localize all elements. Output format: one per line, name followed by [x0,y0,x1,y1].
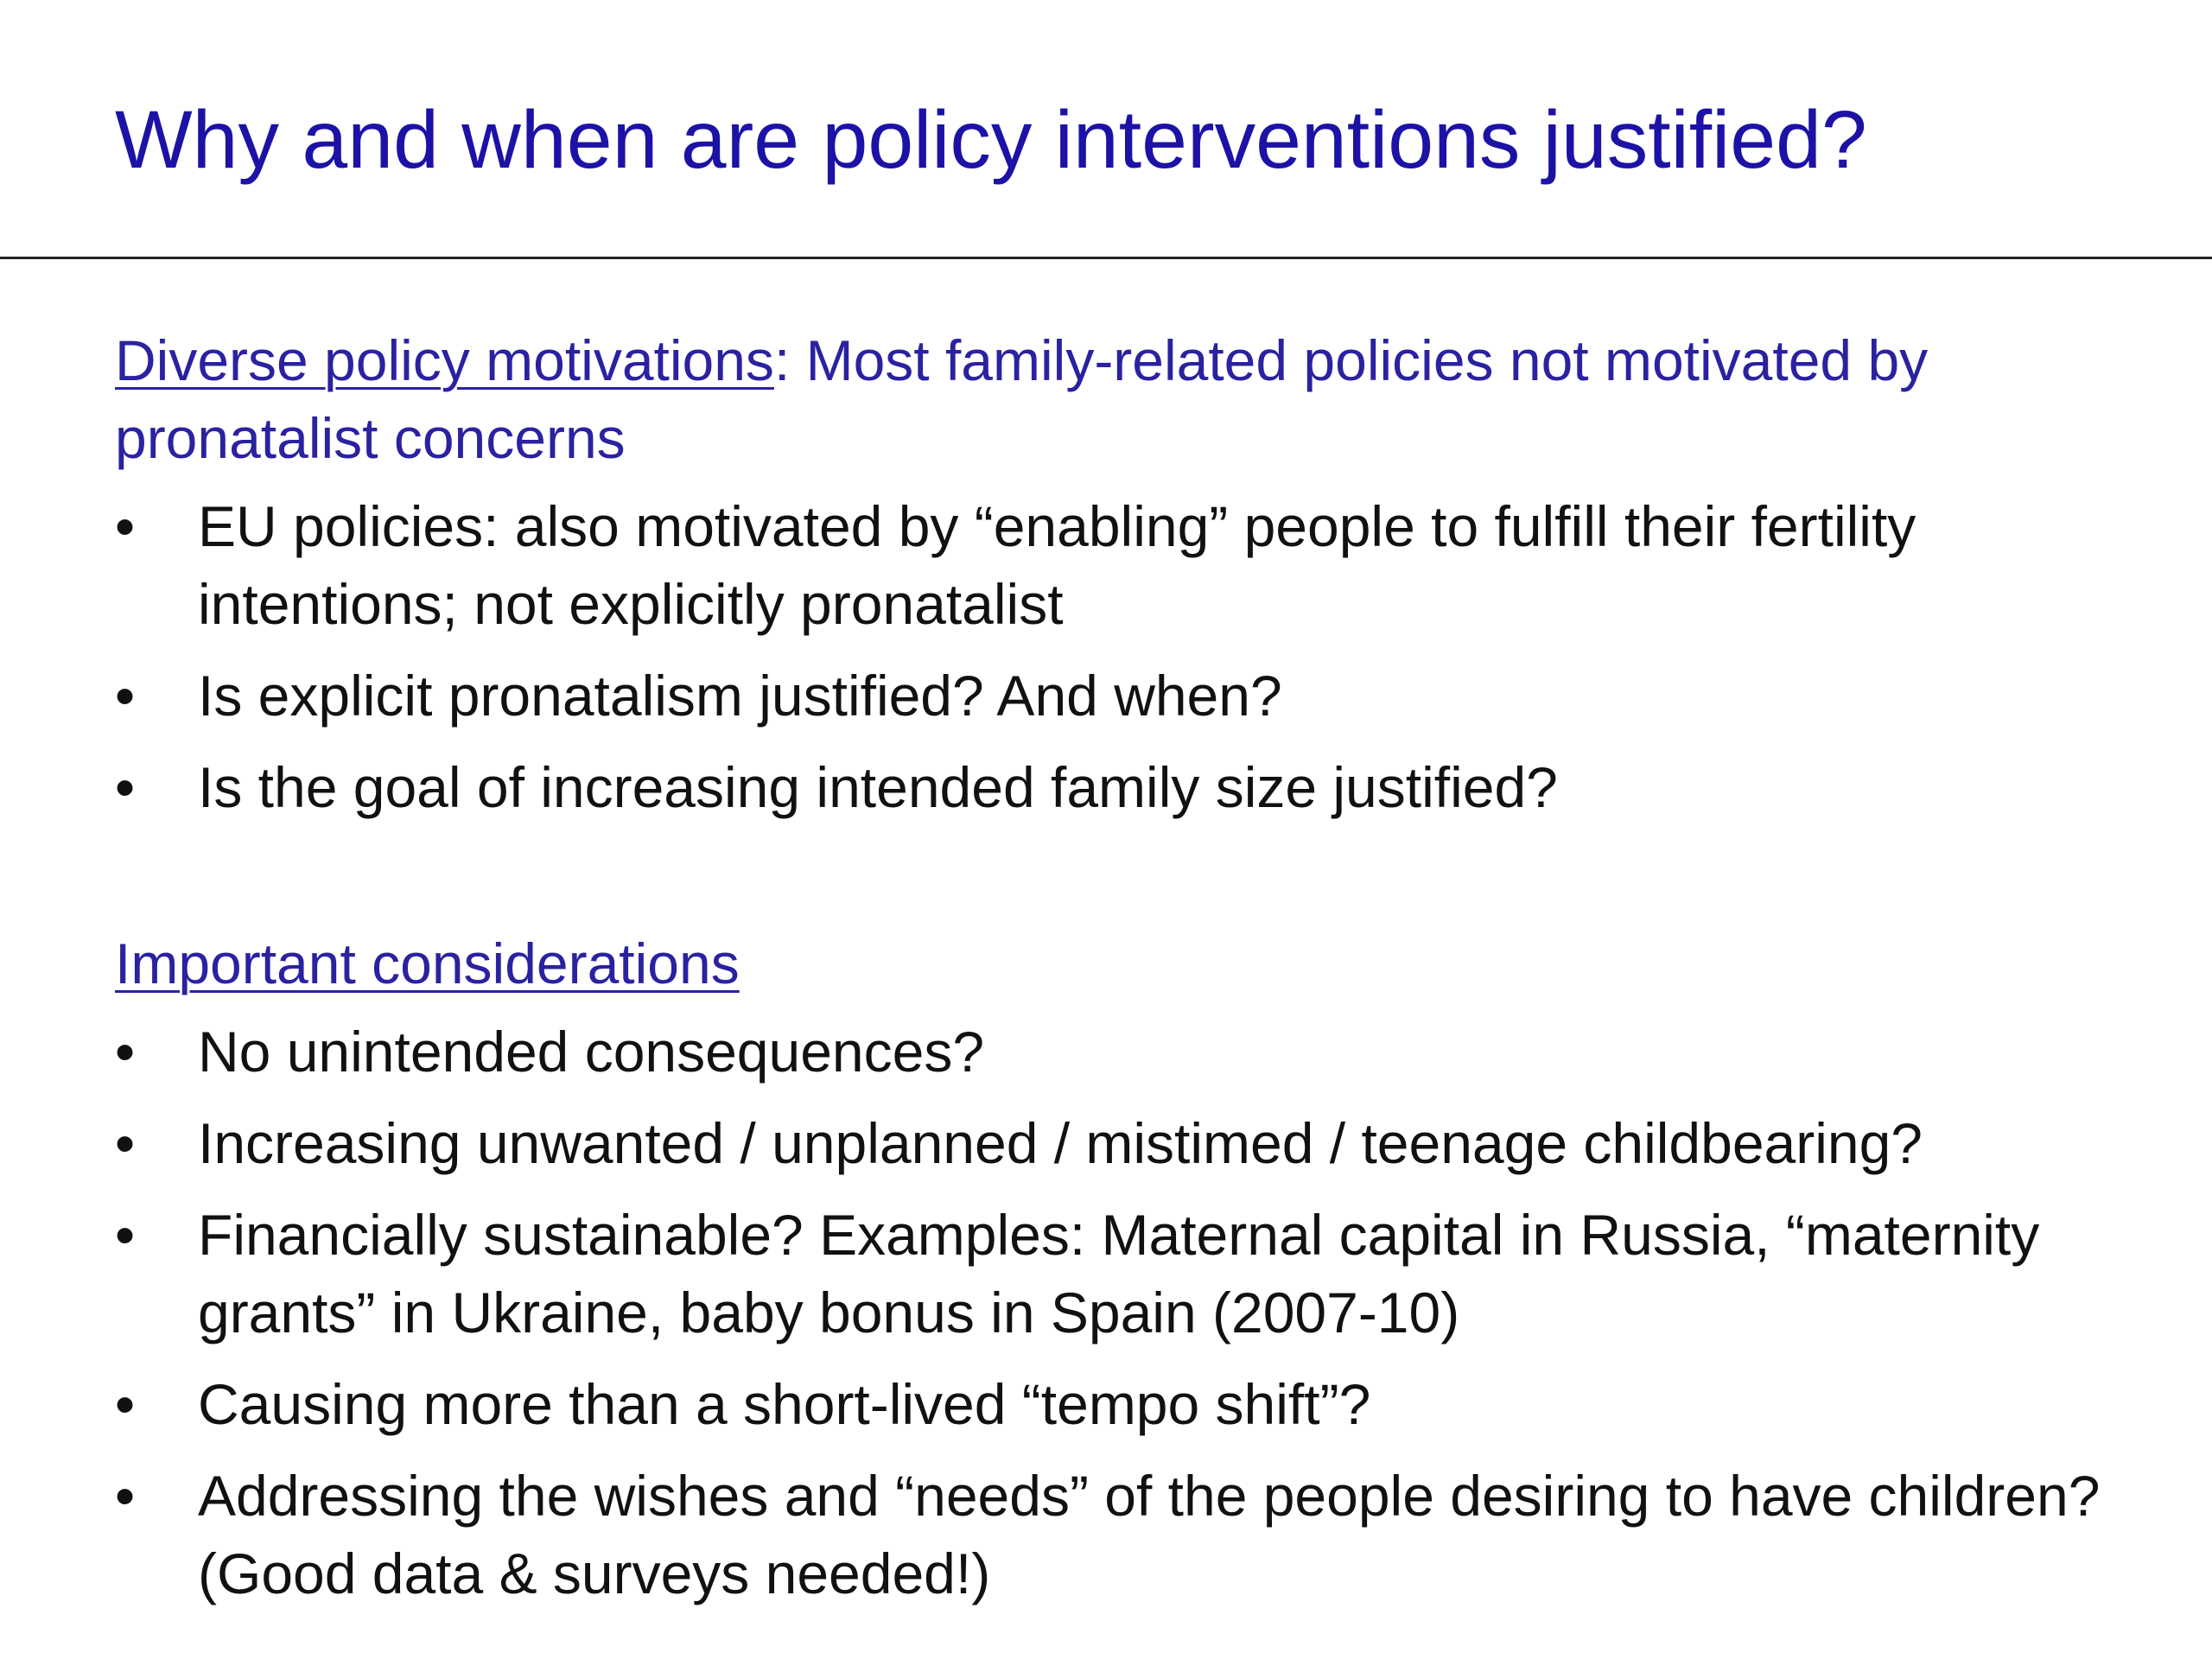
list-item [115,1196,2128,1351]
bullet-text: Increasing unwanted / unplanned / mistimed / teenage childbearing? [198,1111,1923,1175]
bullet-icon: • [115,1203,136,1267]
considerations-bullet-list [115,1013,2128,1612]
bullet-icon: • [115,1111,136,1175]
section-heading-considerations [115,925,2128,1002]
section-spacer [115,840,2128,925]
list-item [115,1104,2128,1182]
list-item [115,1013,2128,1090]
list-item [115,1365,2128,1443]
bullet-text: Causing more than a short-lived “tempo shift”? [198,1372,1371,1436]
motivations-bullet-list [115,487,2128,826]
list-item [115,487,2128,643]
bullet-text: Is explicit pronatalism justified? And when? [198,664,1282,728]
bullet-text: No unintended consequences? [198,1020,985,1084]
bullet-icon: • [115,1020,136,1084]
section-heading-motivations [115,321,2128,477]
bullet-icon: • [115,755,136,819]
bullet-text: Financially sustainable? Examples: Maternal capital in Russia, “maternity grants” in Ukraine, baby bonus in Spain (2007-10) [198,1203,2040,1344]
bullet-text: Is the goal of increasing intended family size justified? [198,755,1558,819]
section-heading-considerations-underlined: Important considerations [115,931,740,995]
section-heading-motivations-rest: : Most family-related policies not motivated by pronatalist concerns [115,328,1929,470]
bullet-icon: • [115,1464,136,1528]
bullet-icon: • [115,1372,136,1436]
list-item [115,1457,2128,1612]
bullet-icon: • [115,664,136,728]
bullet-text: Addressing the wishes and “needs” of the people desiring to have children? (Good data & surveys needed!) [198,1464,2101,1605]
slide-content [115,321,2128,1626]
bullet-text: EU policies: also motivated by “enabling” people to fulfill their fertility intentions; not explicitly pronatalist [198,494,1916,636]
bullet-icon: • [115,494,136,558]
section-heading-motivations-underlined: Diverse policy motivations [115,328,774,392]
list-item [115,657,2128,734]
list-item [115,748,2128,826]
title-divider [0,257,2212,259]
slide-title: Why and when are policy interventions justified? [115,94,1867,186]
